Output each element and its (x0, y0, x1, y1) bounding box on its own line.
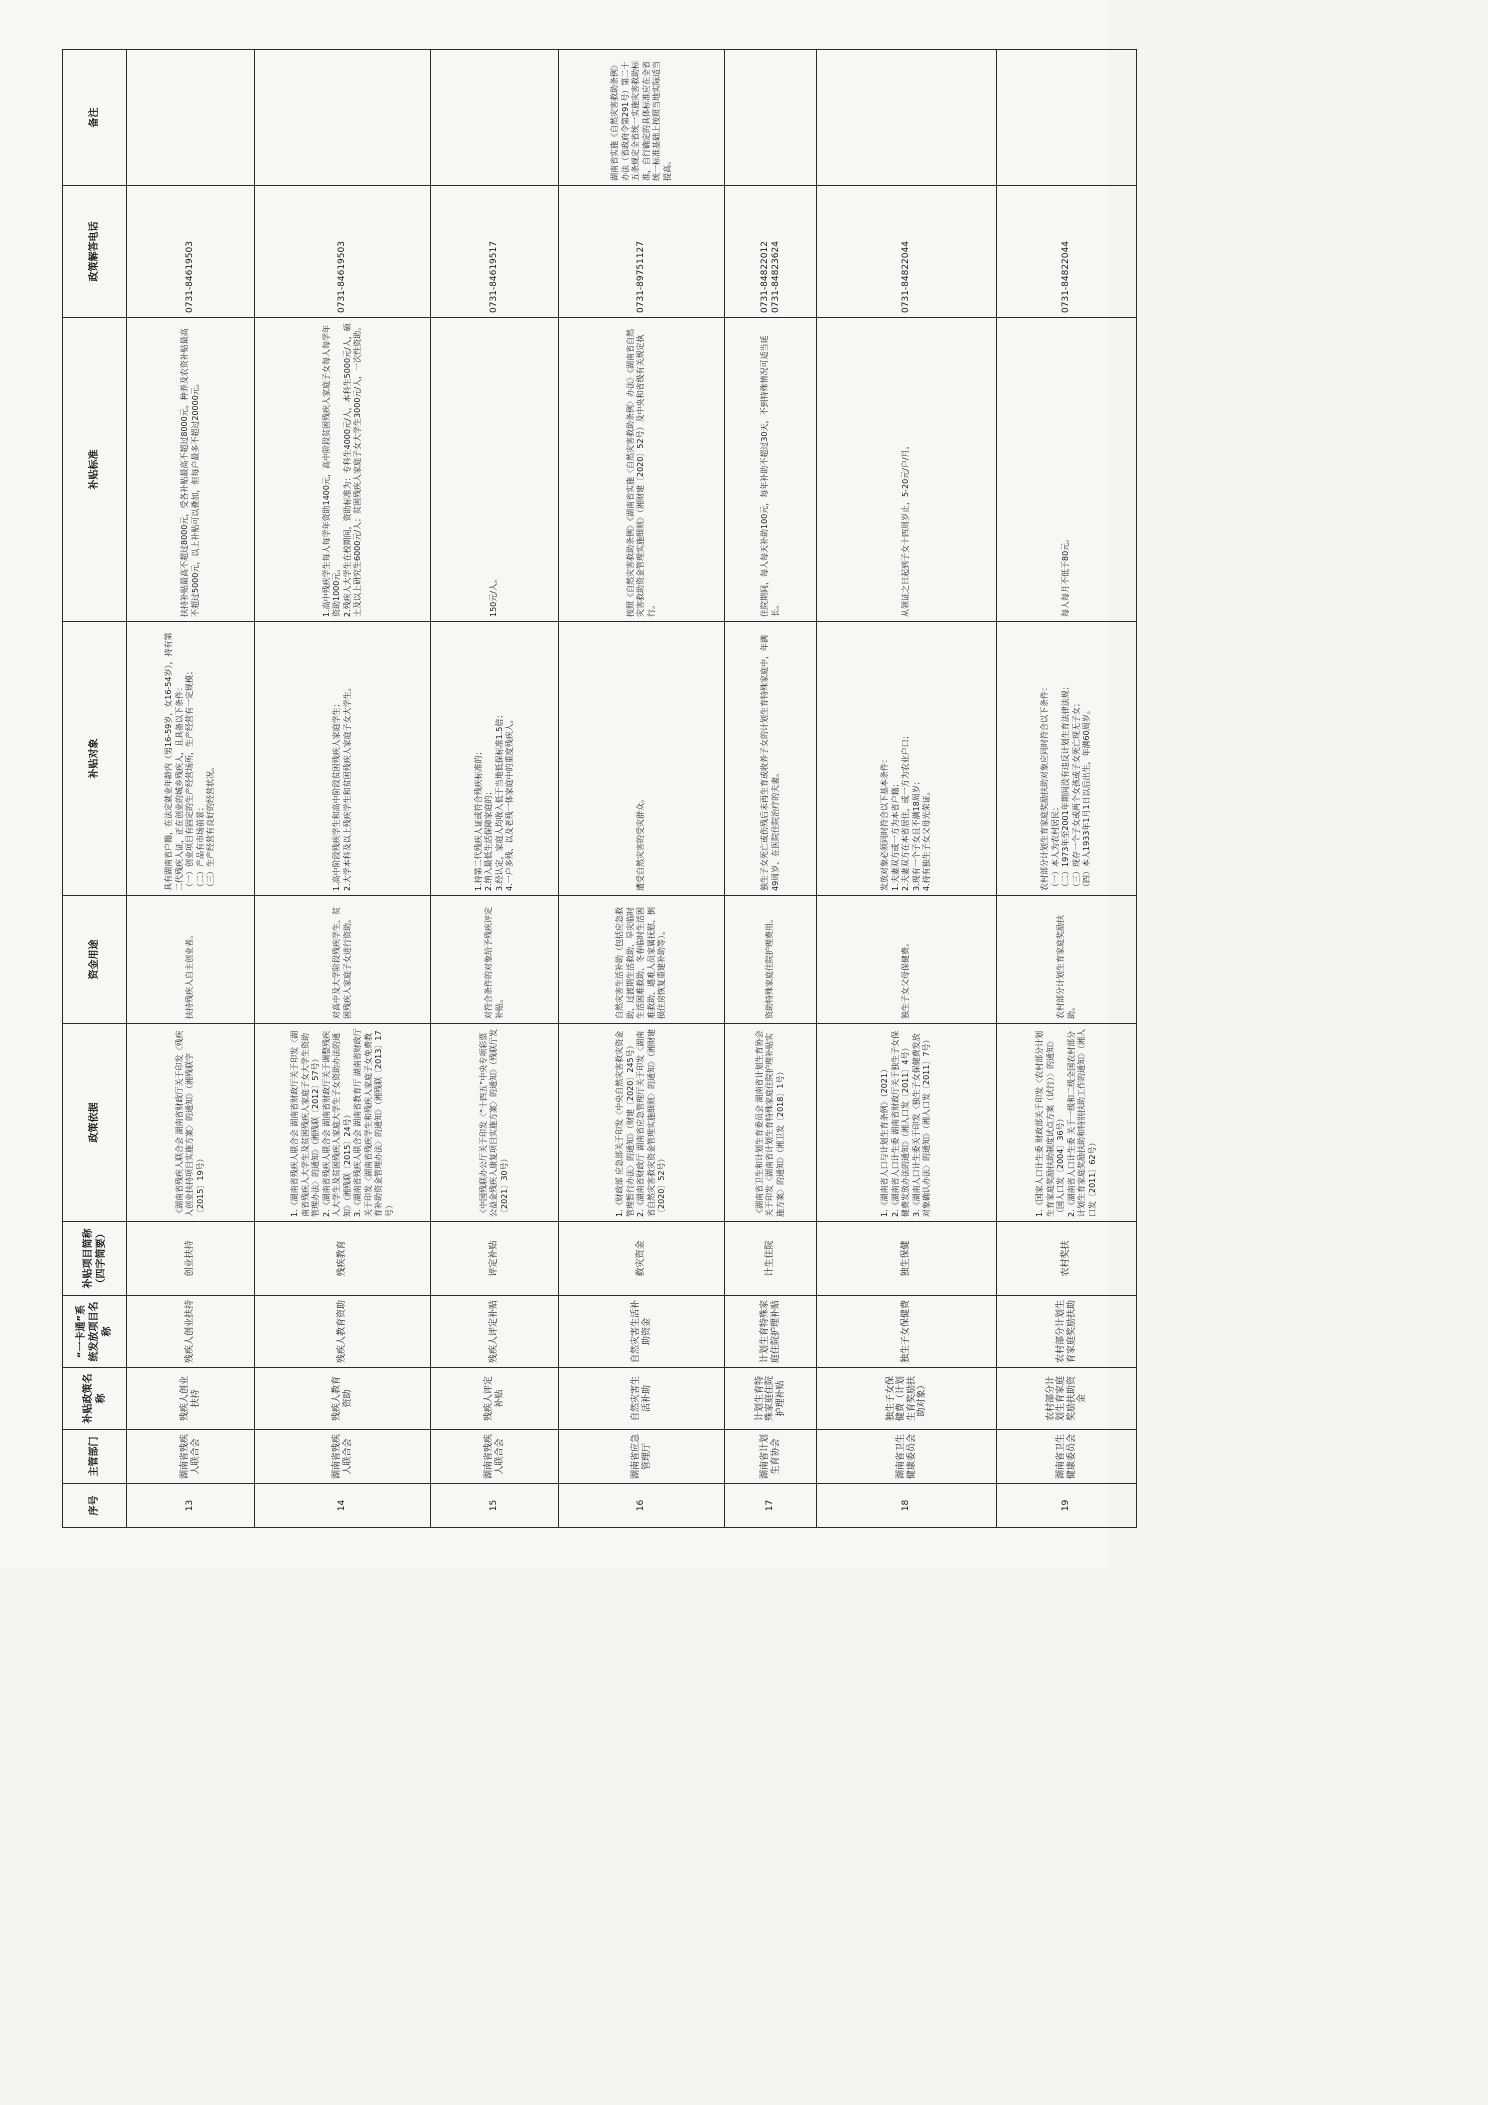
subsidy-policy-table (62, 49, 1137, 1528)
subsidy-target-cell-line: （三）现存一个子女或两个女孩或子女死亡现无子女； (1071, 699, 1081, 891)
subsidy-target-cell (255, 622, 431, 896)
policy-name-cell: 自然灾害生活补助 (559, 1368, 725, 1430)
hotline-cell (725, 186, 817, 318)
policy-basis-cell (817, 1024, 997, 1222)
policy-basis-cell-line: 3.《湖南省残疾人联合会 湖南省教育厅 湖南省财政厅关于印发〈湖南省残疾学生和残疾人家庭子女免费教育补助资金管理办法〉的通知》（湘残联〔2013〕17号） (353, 1028, 394, 1217)
system-item-name-cell: 独生子女保健费 (817, 1296, 997, 1368)
row-number-cell: 14 (255, 1484, 431, 1528)
subsidy-target-cell-line: 2.大学本科及以上残疾学生和贫困残疾人家庭子女大学生。 (342, 683, 352, 891)
department-cell: 湖南省计划生育协会 (725, 1430, 817, 1484)
hotline-cell-line: 0731-84619503 (337, 241, 348, 313)
fund-use-cell: 资助特殊家庭住院护理费用。 (725, 896, 817, 1024)
system-item-name-cell: 自然灾害生活补助资金 (559, 1296, 725, 1368)
subsidy-target-cell-line: （一）本人为农村居民； (1050, 803, 1060, 891)
policy-name-cell: 计划生育特殊家庭住院护理补贴 (725, 1368, 817, 1430)
policy-basis-cell (725, 1024, 817, 1222)
header-cell: 补贴标准 (63, 318, 127, 622)
subsidy-standard-cell-line: 住院期间，每人每天补助100元，每年补助不超过30天，不到特殊情况可适当延长。 (760, 335, 780, 617)
header-cell: “一卡通”系统发放项目名称 (63, 1296, 127, 1368)
subsidy-target-cell-line: 农村部分计划生育家庭奖励扶助对象应同时符合以下条件： (1040, 683, 1050, 891)
subsidy-target-cell-line: 3.经认定，家庭人均收入低于当地低保标准1.5倍； (494, 710, 504, 891)
hotline-cell-line: 0731-84822012 (760, 241, 770, 313)
remarks-cell (255, 50, 431, 186)
table-row (997, 50, 1137, 1528)
subsidy-standard-cell (127, 318, 255, 622)
subsidy-standard-cell (431, 318, 559, 622)
fund-use-cell: 对高中及大学阶段残疾学生、贫困残疾人家庭子女进行资助。 (255, 896, 431, 1024)
fund-use-cell: 扶持残疾人自主创业者。 (127, 896, 255, 1024)
subsidy-target-cell-line: 2.纳入最低生活保障家庭的； (484, 787, 493, 891)
subsidy-target-cell-line: 1.高中阶段残疾学生和高中阶段贫困残疾人家庭学生； (332, 699, 341, 891)
subsidy-target-cell-line: 4.持有独生子女父母光荣证。 (922, 787, 932, 891)
subsidy-target-cell-line: （一）创业项目有固定的生产经营场所，生产经营有一定规模； (185, 667, 195, 891)
hotline-cell-line: 0731-84823624 (770, 241, 781, 313)
department-cell: 湖南省残疾人联合会 (431, 1430, 559, 1484)
policy-basis-cell (997, 1024, 1137, 1222)
hotline-cell-line: 0731-89751127 (636, 241, 647, 313)
header-cell: 政策依据 (63, 1024, 127, 1222)
item-abbreviation-cell: 独生保健 (817, 1222, 997, 1296)
item-abbreviation-cell: 残疾教育 (255, 1222, 431, 1296)
policy-basis-cell (559, 1024, 725, 1222)
header-cell: 补贴对象 (63, 622, 127, 896)
hotline-cell (255, 186, 431, 318)
policy-name-cell: 残疾人评定补贴 (431, 1368, 559, 1430)
hotline-cell (431, 186, 559, 318)
subsidy-target-cell-line: 独生子女死亡或伤残后未再生育或收养子女的计划生育特殊家庭中，年满49周岁、在医院住院治疗的夫妻。 (760, 635, 780, 891)
subsidy-standard-cell (817, 318, 997, 622)
subsidy-target-cell-line: 发放对象必须同时符合以下基本条件： (880, 755, 890, 891)
subsidy-standard-cell (725, 318, 817, 622)
subsidy-standard-cell (997, 318, 1137, 622)
header-cell: 补贴政策名称 (63, 1368, 127, 1430)
subsidy-standard-cell-line: 1.高中残疾学生每人每学年资助1400元，高中阶段贫困残疾人家庭子女每人每学年资助1000元。 (321, 325, 341, 617)
department-cell: 湖南省残疾人联合会 (255, 1430, 431, 1484)
item-abbreviation-cell: 救灾资金 (559, 1222, 725, 1296)
subsidy-target-cell (997, 622, 1137, 896)
hotline-cell (559, 186, 725, 318)
header-cell: 序号 (63, 1484, 127, 1528)
hotline-cell (127, 186, 255, 318)
fund-use-cell: 独生子女父母保健费。 (817, 896, 997, 1024)
subsidy-standard-cell-line: 扶持补贴最高不超过8000元，受各补贴最高不超过8000元，种养及农资补贴最高不超过5000元，以上补贴可以叠加，但每户最多不超过20000元。 (180, 328, 200, 617)
row-number-cell: 19 (997, 1484, 1137, 1528)
subsidy-target-cell-line: 1.夫妻双方或一方为本省户籍； (890, 779, 900, 891)
hotline-cell-line: 0731-84619503 (185, 241, 196, 313)
policy-basis-cell-line: 《湖南省残疾人联合会 湖南省财政厅关于印发〈残疾人创业扶持项目实施方案〉的通知》（湘残联字〔2015〕19号） (174, 1030, 205, 1217)
system-item-name-cell: 残疾人评定补贴 (431, 1296, 559, 1368)
subsidy-standard-cell-line: 150元/人。 (489, 575, 499, 617)
department-cell: 湖南省残疾人联合会 (127, 1430, 255, 1484)
table-header-row (63, 50, 127, 1528)
policy-basis-cell-line: 3.《湖南人口计生委关于印发〈独生子女保健费发放对象确认办法〉的通知》（湘人口发〔2011〕7号） (911, 1033, 932, 1217)
subsidy-standard-cell (255, 318, 431, 622)
header-cell: 政策解答电话 (63, 186, 127, 318)
policy-basis-cell (431, 1024, 559, 1222)
header-cell: 主管部门 (63, 1430, 127, 1484)
subsidy-target-cell-line: （四）本人1933年1月1日以后出生，年满60周岁。 (1082, 706, 1092, 891)
table-row (255, 50, 431, 1528)
subsidy-target-cell-line: （二）1973年至2001年期间没有违反计划生育法律法规； (1061, 682, 1071, 891)
remarks-cell (997, 50, 1137, 186)
policy-name-cell: 农村部分计划生育家庭奖励扶助资金 (997, 1368, 1137, 1430)
system-item-name-cell: 农村部分计划生育家庭奖励扶助 (997, 1296, 1137, 1368)
policy-name-cell: 残疾人创业扶持 (127, 1368, 255, 1430)
policy-basis-cell-line: 《中国残联办公厅关于印发〈“十四五”中央专项彩票公益金残疾人康复项目实施方案〉的通知》（残联厅发〔2021〕30号） (478, 1029, 509, 1217)
hotline-cell (817, 186, 997, 318)
subsidy-target-cell (431, 622, 559, 896)
policy-basis-cell-line: 1.《湖南省残疾人联合会 湖南省财政厅关于印发〈湖南省残疾人大学生及贫困残疾人家庭子女大学生资助管理办法〉的通知》（湘残联〔2012〕57号） (290, 1030, 320, 1217)
row-number-cell: 15 (431, 1484, 559, 1528)
remarks-cell (127, 50, 255, 186)
system-item-name-cell: 计划生育特殊家庭住院护理补贴 (725, 1296, 817, 1368)
subsidy-standard-cell-line: 每人每月不低于80元。 (1061, 534, 1071, 617)
item-abbreviation-cell: 创业扶持 (127, 1222, 255, 1296)
header-cell: 备注 (63, 50, 127, 186)
subsidy-target-cell-line: （三）生产经营有良好的经营状况。 (206, 763, 216, 891)
item-abbreviation-cell: 评定补贴 (431, 1222, 559, 1296)
fund-use-cell: 自然灾害生活补助（包括应急救助、过渡期生活救助、旱灾临时生活困难救助、冬春临时生活困难救助、遇难人员家属抚慰、倒损住房恢复重建补助等）。 (559, 896, 725, 1024)
header-cell: 补贴项目简称（四字简要） (63, 1222, 127, 1296)
subsidy-target-cell-line: 4.一户多残、以及老残一体家庭中的重度残疾人。 (505, 715, 514, 891)
header-cell: 资金用途 (63, 896, 127, 1024)
row-number-cell: 13 (127, 1484, 255, 1528)
policy-basis-cell-line: 1.《湖南省人口与计划生育条例》（2021） (880, 1065, 890, 1217)
department-cell: 湖南省卫生健康委员会 (817, 1430, 997, 1484)
policy-basis-cell-line: 2.《湖南省人口计生委 湖南省财政厅关于独生子女保健费发放办法的通知》（湘人口发〔2011〕4号） (890, 1030, 911, 1217)
subsidy-target-cell-line: 具有湖南省户籍，在法定就业年龄内（男16-59岁，女16-54岁），持有第二代残疾人证，正在创业的城乡残疾人，且具备以下条件： (164, 632, 184, 891)
subsidy-standard-cell-line: 按照《自然灾害救助条例》《湖南省实施〈自然灾害救助条例〉办法》《湖南省自然灾害救助资金管理实施细则》（湘财建〔2020〕52号）及中央和省级有关规定执行。 (625, 329, 656, 617)
policy-basis-cell (127, 1024, 255, 1222)
table-row (431, 50, 559, 1528)
system-item-name-cell: 残疾人创业扶持 (127, 1296, 255, 1368)
subsidy-target-cell (725, 622, 817, 896)
system-item-name-cell: 残疾人教育资助 (255, 1296, 431, 1368)
subsidy-target-cell-line: （二）产品有市场前景； (195, 803, 205, 891)
department-cell: 湖南省卫生健康委员会 (997, 1430, 1137, 1484)
policy-basis-cell-line: 2.《湖南省人口计生委 关于一级和二级全国农村部分计划生育家庭奖励扶助和特别扶助工作的通知》（湘人口发〔2011〕62号） (1066, 1029, 1097, 1217)
subsidy-target-cell (127, 622, 255, 896)
subsidy-target-cell-line: 遭受自然灾害的受灾群众。 (636, 795, 646, 891)
policy-name-cell: 残疾人教育资助 (255, 1368, 431, 1430)
table-row (127, 50, 255, 1528)
department-cell: 湖南省应急管理厅 (559, 1430, 725, 1484)
subsidy-target-cell (817, 622, 997, 896)
item-abbreviation-cell: 计生住院 (725, 1222, 817, 1296)
hotline-cell-line: 0731-84822044 (1061, 241, 1072, 313)
row-number-cell: 18 (817, 1484, 997, 1528)
subsidy-target-cell-line: 2.夫妻双方在本省居住，或一方为农业户口； (901, 731, 911, 891)
policy-basis-cell-line: 1.《国家人口计生委 财政部关于印发〈农村部分计划生育家庭奖励扶助制度试点方案（试行）〉的通知》（国人口发〔2004〕36号） (1035, 1030, 1065, 1217)
policy-basis-cell-line: 1.《财政部 应急部关于印发〈中央自然灾害救灾资金管理暂行办法〉的通知》（财建〔2020〕245号） (615, 1030, 635, 1217)
remarks-cell (725, 50, 817, 186)
remarks-cell (817, 50, 997, 186)
fund-use-cell: 对符合条件的对象给予残疾评定补贴。 (431, 896, 559, 1024)
policy-basis-cell-line: 2.《湖南省残疾人联合会 湖南省财政厅关于调整残疾人大学生及贫困残疾人家庭大学生子女资助办法的通知》（湘残联〔2015〕24号） (321, 1030, 352, 1217)
row-number-cell: 17 (725, 1484, 817, 1528)
table-row (559, 50, 725, 1528)
row-number-cell: 16 (559, 1484, 725, 1528)
item-abbreviation-cell: 农村奖扶 (997, 1222, 1137, 1296)
subsidy-target-cell (559, 622, 725, 896)
hotline-cell (997, 186, 1137, 318)
hotline-cell-line: 0731-84822044 (901, 241, 912, 313)
policy-basis-cell-line: 2.《湖南省财政厅 湖南省应急管理厅关于印发〈湖南省自然灾害救灾资金管理实施细则〉的通知》（湘财建〔2020〕52号） (636, 1029, 667, 1217)
policy-basis-cell (255, 1024, 431, 1222)
remarks-cell: 湖南省实施《自然灾害救助条例》办法（省政府令第291号）第二十五条规定全省统一实施灾害救助标准，自行确定的具体标准应在全省统一标准基础上按照当地实际适当提高。 (559, 50, 725, 186)
table-row (817, 50, 997, 1528)
subsidy-standard-cell (559, 318, 725, 622)
subsidy-standard-cell-line: 从领证之日起到子女十四周岁止，5-20元/户/月。 (901, 441, 911, 617)
remarks-cell (431, 50, 559, 186)
policy-basis-cell-line: 《湖南省卫生和计划生育委员会 湖南省计划生育协会关于印发〈湖南省计划生育特殊家庭住院护理补贴实施方案〉的通知》（湘卫发〔2018〕1号） (754, 1030, 785, 1217)
policy-name-cell: 独生子女保健费（计划生育奖励扶助对象） (817, 1368, 997, 1430)
table-row (725, 50, 817, 1528)
subsidy-target-cell-line: 3.现有一个子女且不满18周岁； (911, 777, 921, 891)
fund-use-cell: 农村部分计划生育家庭奖励扶助。 (997, 896, 1137, 1024)
hotline-cell-line: 0731-84619517 (489, 241, 500, 313)
subsidy-standard-cell-line: 2.残疾人大学生在校期间，资助标准为：专科生4000元/人，本科生5000元/人，硕士及以上研究生6000元/人；贫困残疾人家庭子女大学生3000元/人，一次性资助。 (342, 322, 362, 617)
subsidy-target-cell-line: 1.持第二代残疾人证或符合残疾标准的； (473, 747, 483, 891)
